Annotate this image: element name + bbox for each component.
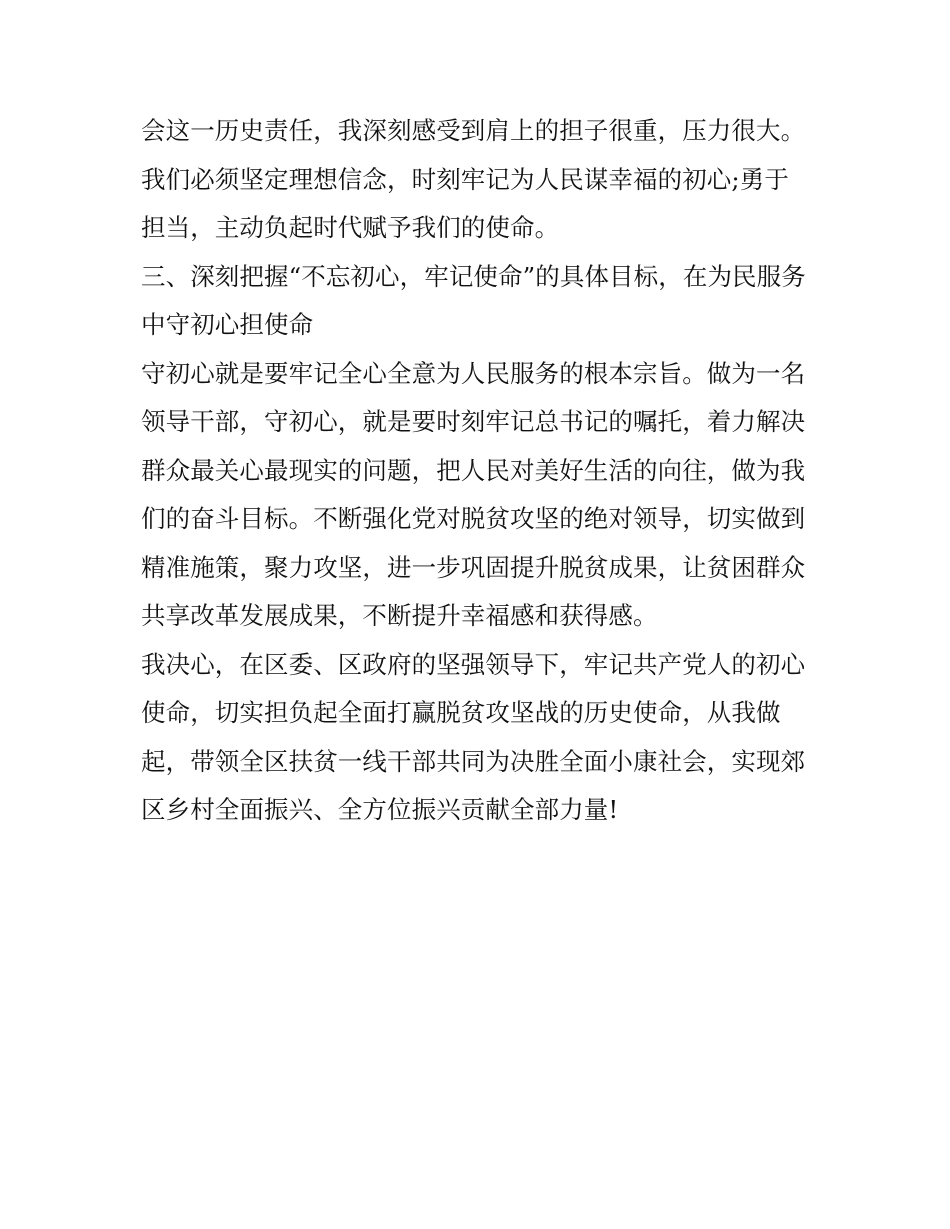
text-line: 共享改革发展成果，不断提升幸福感和获得感。 bbox=[141, 601, 658, 630]
text-line: 担当，主动负起时代赋予我们的使命。 bbox=[141, 213, 560, 242]
text-line: 精准施策，聚力攻坚，进一步巩固提升脱贫成果，让贫困群众 bbox=[141, 552, 806, 582]
text-line: 起，带领全区扶贫一线干部共同为决胜全面小康社会，实现郊 bbox=[141, 746, 806, 776]
body-text bbox=[141, 107, 821, 835]
section-heading-line: 三、深刻把握“不忘初心，牢记使命”的具体目标，在为民服务 bbox=[141, 261, 806, 291]
text-line: 领导干部，守初心，就是要时刻牢记总书记的嘱托，着力解决 bbox=[141, 407, 806, 436]
text-line: 区乡村全面振兴、全方位振兴贡献全部力量! bbox=[141, 795, 619, 824]
text-line: 们的奋斗目标。不断强化党对脱贫攻坚的绝对领导，切实做到 bbox=[141, 504, 806, 533]
text-line: 会这一历史责任，我深刻感受到肩上的担子很重，压力很大。 bbox=[141, 116, 806, 145]
text-line: 群众最关心最现实的问题，把人民对美好生活的向往，做为我 bbox=[141, 455, 806, 485]
text-line: 我们必须坚定理想信念，时刻牢记为人民谋幸福的初心;勇于 bbox=[141, 164, 789, 194]
text-line: 使命，切实担负起全面打赢脱贫攻坚战的历史使命，从我做 bbox=[141, 698, 781, 727]
section-heading-line: 中守初心担使命 bbox=[141, 310, 314, 339]
text-line: 我决心，在区委、区政府的坚强领导下，牢记共产党人的初心 bbox=[141, 649, 806, 679]
text-line: 守初心就是要牢记全心全意为人民服务的根本宗旨。做为一名 bbox=[141, 358, 806, 388]
